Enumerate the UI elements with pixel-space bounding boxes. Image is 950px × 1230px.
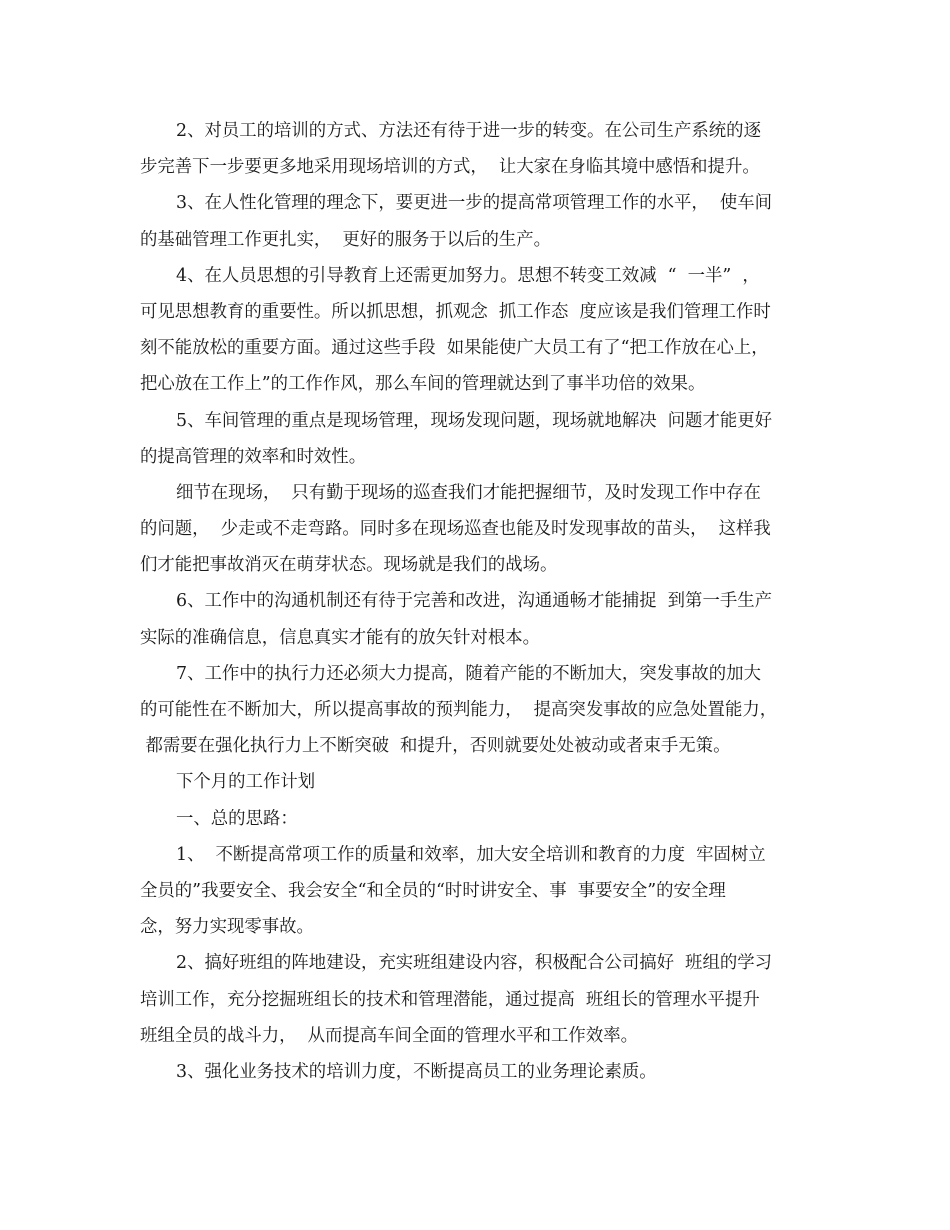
text-line: 3、强化业务技术的培训力度，不断提高员工的业务理论素质。 [176,1061,657,1082]
text-line: 一、总的思路： [176,808,298,829]
text-line: 刻不能放松的重要方面。通过这些手段 如果能使广大员工有了“把工作放在心上， [140,338,769,359]
text-line: 们才能把事故消灭在萌芽状态。现场就是我们的战场。 [140,555,558,576]
text-line: 实际的准确信息，信息真实才能有的放矢针对根本。 [140,627,540,648]
text-line: 7、工作中的执行力还必须大力提高，随着产能的不断加大，突发事故的加大 [176,663,761,684]
text-line: 的提高管理的效率和时效性。 [140,446,367,467]
text-line: 下个月的工作计划 [176,772,316,793]
text-line: 的可能性在不断加大，所以提高事故的预判能力， 提高突发事故的应急处置能力， [140,700,778,720]
text-line: 6、工作中的沟通机制还有待于完善和改进，沟通通畅才能捕捉 到第一手生产 [176,591,773,612]
text-line: 把心放在工作上”的工作作风，那么车间的管理就达到了事半功倍的效果。 [140,374,706,395]
text-line: 培训工作，充分挖掘班组长的技术和管理潜能，通过提高 班组长的管理水平提升 [140,989,760,1010]
text-line: 1、 不断提高常项工作的质量和效率，加大安全培训和教育的力度 牢固树立 [176,844,766,865]
text-line: 的问题， 少走或不走弯路。同时多在现场巡查也能及时发现事故的苗头， 这样我 [140,519,771,540]
text-line: 4、在人员思想的引导教育上还需更加努力。思想不转变工效减 “ 一半” ， [176,265,760,286]
text-line: 班组全员的战斗力， 从而提高车间全面的管理水平和工作效率。 [140,1025,638,1046]
text-line: 步完善下一步要更多地采用现场培训的方式， 让大家在身临其境中感悟和提升。 [140,157,760,178]
text-line: 3、在人性化管理的理念下，要更进一步的提高常项管理工作的水平， 使车间 [176,193,773,214]
text-line: 的基础管理工作更扎实， 更好的服务于以后的生产。 [140,229,552,250]
text-line: 念，努力实现零事故。 [140,917,314,938]
text-line: 细节在现场， 只有勤于现场的巡查我们才能把握细节，及时发现工作中存在 [176,482,761,503]
document-body [140,113,812,1090]
text-line: 都需要在强化执行力上不断突破 和提升，否则就要处处被动或者束手无策。 [140,736,731,757]
text-line: 2、对员工的培训的方式、方法还有待于进一步的转变。在公司生产系统的逐 [176,121,761,141]
text-line: 可见思想教育的重要性。所以抓思想，抓观念 抓工作态 度应该是我们管理工作时 [140,301,771,322]
text-line: 2、搞好班组的阵地建设，充实班组建设内容，积极配合公司搞好 班组的学习 [176,953,773,974]
text-line: 5、车间管理的重点是现场管理，现场发现问题，现场就地解决 问题才能更好 [176,410,773,431]
text-line: 全员的”我要安全、我会安全“和全员的“时时讲安全、事 事要安全”的安全理 [140,880,726,901]
